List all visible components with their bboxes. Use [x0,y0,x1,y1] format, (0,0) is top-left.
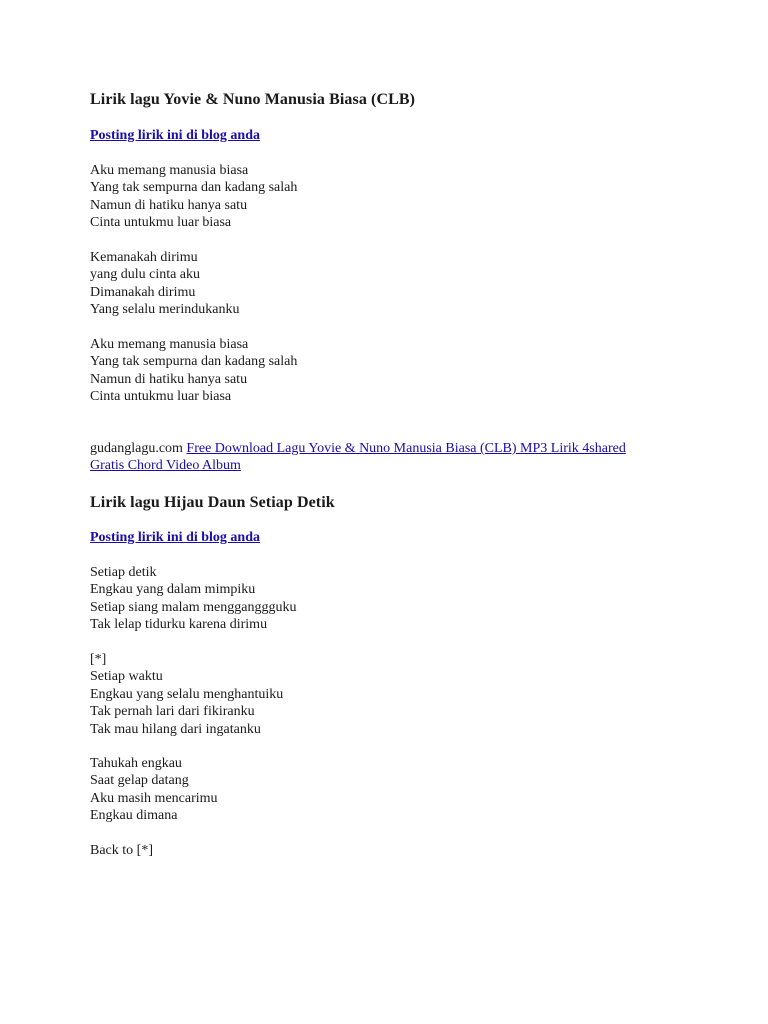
lyric-line: Tak mau hilang dari ingatanku [90,721,261,737]
lyric-line: Setiap waktu [90,669,163,685]
song-title-manusia-biasa: Lirik lagu Yovie & Nuno Manusia Biasa (CLB) [90,91,416,108]
stanza [90,249,239,319]
lyric-line: Cinta untukmu luar biasa [90,215,232,231]
lyric-line: Aku memang manusia biasa [90,163,249,178]
stanza [90,564,296,634]
stanza [90,842,153,859]
lyric-line: [*] [90,652,107,667]
lyric-line: Engkau yang dalam mimpiku [90,582,256,598]
lyric-line: Tahukah engkau [90,756,182,771]
lyric-line: Saat gelap datang [90,773,189,789]
post-lyrics-link[interactable]: Posting lirik ini di blog anda [90,128,260,143]
lyric-line: yang dulu cinta aku [90,267,201,283]
lyric-line: Aku memang manusia biasa [90,337,249,352]
lyric-line: Namun di hatiku hanya satu [90,197,248,213]
lyric-line: Aku masih mencarimu [90,790,218,806]
stanza [90,336,297,406]
stanza [90,651,283,738]
lyric-line: Namun di hatiku hanya satu [90,371,248,387]
lyric-line: Kemanakah dirimu [90,250,198,265]
lyric-line: Dimanakah dirimu [90,284,196,300]
lyric-line: Engkau yang selalu menghantuiku [90,686,284,702]
lyric-line: Tak lelap tidurku karena dirimu [90,617,268,633]
lyric-line: Tak pernah lari dari fikiranku [90,704,255,720]
song-title-setiap-detik: Lirik lagu Hijau Daun Setiap Detik [90,494,335,511]
post-lyrics-link[interactable]: Posting lirik ini di blog anda [90,530,260,545]
stanza [90,755,218,825]
lyric-line: Yang tak sempurna dan kadang salah [90,180,298,196]
stanza [90,162,297,232]
lyric-line: Yang selalu merindukanku [90,302,240,318]
lyric-line: Setiap siang malam mengganggguku [90,599,297,615]
download-link-line1: Free Download Lagu Yovie & Nuno Manusia Biasa (CLB) MP3 Lirik 4shared [186,441,626,456]
source-credit [90,440,690,475]
lyric-line: Setiap detik [90,565,157,580]
source-site: gudanglagu.com [90,441,183,456]
lyric-line: Engkau dimana [90,808,178,824]
lyric-line: Yang tak sempurna dan kadang salah [90,354,298,370]
lyric-line: Back to [*] [90,843,153,858]
lyric-line: Cinta untukmu luar biasa [90,389,232,405]
download-link-line2: Gratis Chord Video Album [90,458,241,474]
